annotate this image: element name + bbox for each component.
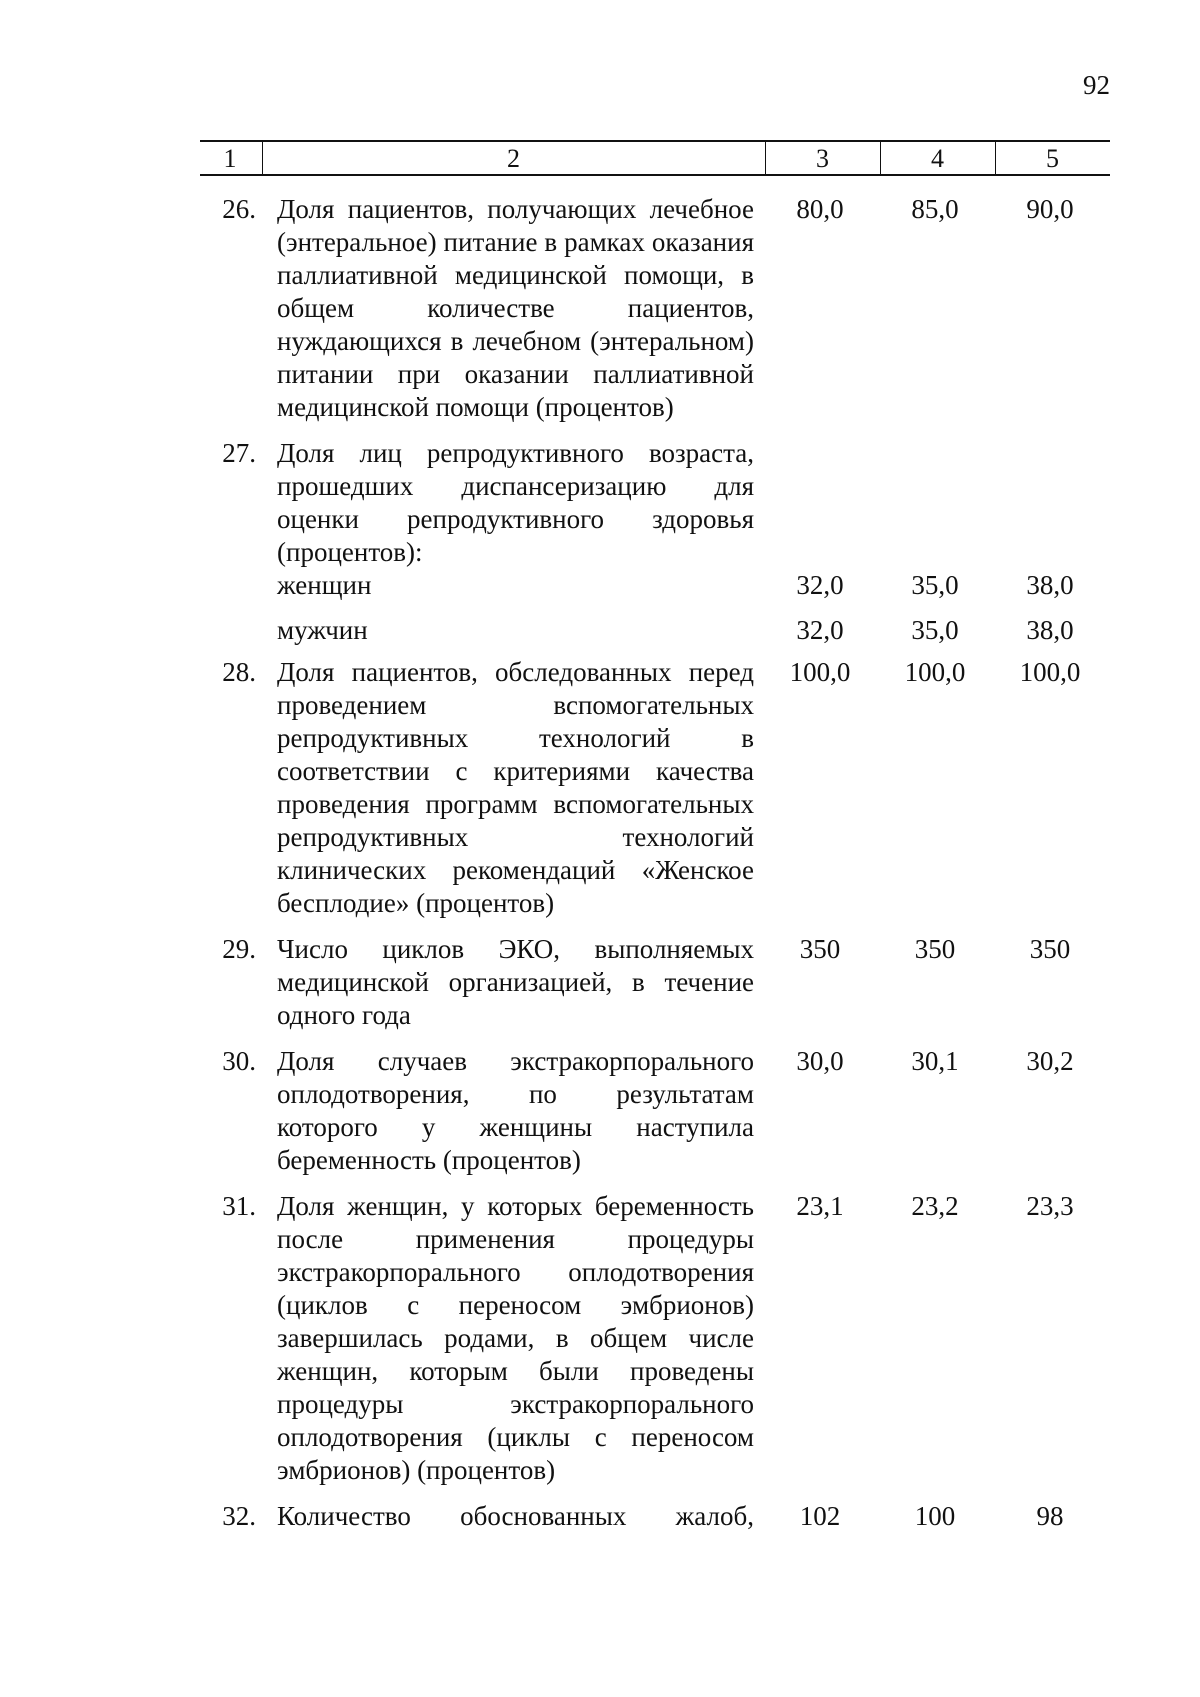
table-row	[200, 1045, 1110, 1177]
value-col-5: 30,2	[1026, 1046, 1074, 1076]
table-row	[200, 193, 1110, 424]
table-row	[200, 1500, 1110, 1533]
header-col-1: 1	[223, 144, 237, 173]
table-row	[200, 933, 1110, 1032]
value-col-5: 23,3	[1026, 1191, 1074, 1221]
table-row	[200, 437, 1110, 569]
table-row	[200, 656, 1110, 920]
sub-row-label: женщин	[277, 570, 372, 600]
row-description: Доля пациентов, обследованных перед проведением вспомогательных репродуктивных технологий в соответствии с критериями качества проведения программ вспомогательных репродуктивных технологий клинических рекомендаций «Женское бесплодие» (процентов)	[277, 657, 754, 918]
table-header	[200, 140, 1110, 176]
value-col-3: 32,0	[796, 615, 844, 645]
row-description: Доля случаев экстракорпорального оплодотворения, по результатам которого у женщины наступила беременность (процентов)	[277, 1046, 754, 1175]
value-col-5: 98	[1036, 1501, 1064, 1531]
row-number: 29.	[222, 934, 256, 964]
table-row	[200, 1190, 1110, 1487]
header-col-2: 2	[507, 144, 520, 173]
value-col-5: 350	[1029, 934, 1071, 964]
page-number: 92	[1083, 70, 1110, 100]
row-number: 28.	[222, 657, 256, 687]
sub-row-label: мужчин	[277, 615, 368, 645]
row-description: Доля женщин, у которых беременность после применения процедуры экстракорпорального оплодотворения (циклов с переносом эмбрионов) завершилась родами, в общем числе женщин, которым были проведены процедуры экстракорпорального оплодотворения (циклы с переносом эмбрионов) (процентов)	[277, 1191, 754, 1485]
row-description: Количество обоснованных жалоб,	[277, 1501, 754, 1531]
value-col-3: 23,1	[796, 1191, 844, 1221]
row-number: 30.	[222, 1046, 256, 1076]
value-col-5: 90,0	[1026, 194, 1074, 224]
value-col-3: 350	[799, 934, 841, 964]
value-col-5: 100,0	[1019, 657, 1081, 687]
row-number: 31.	[222, 1191, 256, 1221]
sub-row	[200, 569, 1110, 602]
header-col-4: 4	[931, 144, 944, 173]
value-col-3: 80,0	[796, 194, 844, 224]
value-col-3: 100,0	[789, 657, 851, 687]
value-col-4: 350	[914, 934, 956, 964]
header-col-3: 3	[816, 144, 829, 173]
value-col-3: 102	[799, 1501, 841, 1531]
value-col-4: 85,0	[911, 194, 959, 224]
row-number: 26.	[222, 194, 256, 224]
row-number: 27.	[222, 438, 256, 468]
value-col-4: 23,2	[911, 1191, 959, 1221]
value-col-5: 38,0	[1026, 615, 1074, 645]
sub-row	[200, 614, 1110, 647]
value-col-3: 30,0	[796, 1046, 844, 1076]
row-number: 32.	[222, 1501, 256, 1531]
value-col-5: 38,0	[1026, 570, 1074, 600]
indicator-table	[200, 140, 1110, 1533]
row-description: Доля пациентов, получающих лечебное (энтеральное) питание в рамках оказания паллиативной медицинской помощи, в общем количестве пациентов, нуждающихся в лечебном (энтеральном) питании при оказании паллиативной медицинской помощи (процентов)	[277, 194, 754, 422]
value-col-4: 100	[914, 1501, 956, 1531]
value-col-4: 35,0	[911, 570, 959, 600]
header-col-5: 5	[1046, 144, 1059, 173]
value-col-4: 30,1	[911, 1046, 959, 1076]
row-description: Доля лиц репродуктивного возраста, прошедших диспансеризацию для оценки репродуктивного здоровья (процентов):	[277, 438, 754, 567]
value-col-4: 100,0	[904, 657, 966, 687]
value-col-3: 32,0	[796, 570, 844, 600]
value-col-4: 35,0	[911, 615, 959, 645]
row-description: Число циклов ЭКО, выполняемых медицинской организацией, в течение одного года	[277, 934, 754, 1030]
